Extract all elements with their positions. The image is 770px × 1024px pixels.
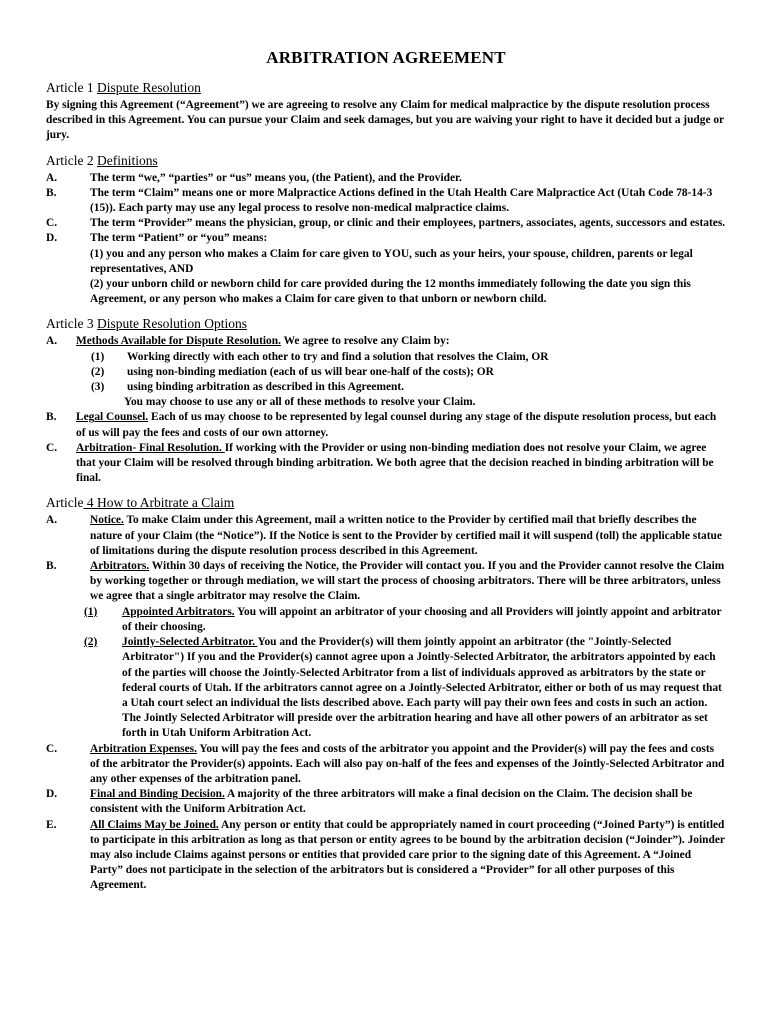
subsection-b2 — [84, 635, 726, 741]
article-1-heading — [46, 80, 726, 96]
document-page — [46, 48, 726, 903]
item-title: Appointed Arbitrators. — [122, 605, 235, 618]
section-c-body — [90, 742, 726, 788]
item-title: Methods Available for Dispute Resolution. — [76, 335, 281, 348]
item-text: Any person or entity that could be appropriately named in court proceeding (“Joined Party”) is entitled to participate in this arbitration as long as that person or entity agrees to be bound by the arbitration decision (“Joinder”). Joinder may also include Claims against persons or entities that provided care prior to the signing date of this Agreement. A “Joined Party” does not participate in the selection of the arbitrators but is considered a “Provider” for all other purposes of this Agreement. — [90, 818, 725, 892]
item-text: If working with the Provider or using non-binding mediation does not resolve your Claim, we agree that your Claim will be resolved through binding arbitration. We both agree that the decision reached in binding arbitration will be final. — [76, 441, 714, 485]
article-1-prefix: Article 1 — [46, 80, 97, 95]
item-title: Legal Counsel. — [76, 411, 149, 424]
subsection-label: (2) — [84, 636, 98, 649]
definition-label: C. — [46, 217, 58, 230]
definition-label: D. — [46, 232, 58, 245]
section-c — [46, 742, 726, 788]
option-a — [46, 334, 726, 349]
option-3 — [91, 380, 726, 395]
article-1 — [46, 80, 726, 144]
option-label: (1) — [91, 350, 105, 363]
item-title: Jointly-Selected Arbitrator. — [122, 636, 258, 649]
definition-d-sub-2: (2) your unborn child or newborn child for care provided during the 12 months immediately following the date you sign this Agreement, or any person who makes a Claim for care given to that unborn or newborn child. — [90, 278, 691, 306]
item-title: Arbitrators. — [90, 560, 150, 573]
item-text: We agree to resolve any Claim by: — [280, 335, 450, 348]
definition-label: A. — [46, 171, 58, 184]
item-label: C. — [46, 441, 58, 454]
item-text: Each of us may choose to be represented by legal counsel during any stage of the dispute resolution process, but each of us will pay the fees and costs of our own attorney. — [76, 411, 717, 439]
article-3-name: Dispute Resolution Options — [96, 316, 247, 332]
article-2 — [46, 153, 726, 308]
section-e — [46, 818, 726, 894]
option-a-body — [76, 334, 726, 349]
section-a-body — [90, 513, 726, 559]
document-title: ARBITRATION AGREEMENT — [266, 48, 506, 67]
article-2-prefix: Article 2 — [46, 152, 97, 168]
definition-c — [46, 216, 726, 231]
article-3-prefix: Article 3 — [46, 316, 97, 332]
item-title: Final and Binding Decision. — [90, 788, 225, 801]
option-b-body — [76, 410, 726, 440]
article-1-text: By signing this Agreement (“Agreement”) we are agreeing to resolve any Claim for medical malpractice by the dispute resolution process described in this Agreement. You can pursue your Claim and seek damages, but you are waiving your right to have it decided but a judge or jury. — [46, 99, 724, 142]
section-d-body — [90, 787, 726, 817]
item-label: E. — [46, 818, 57, 831]
item-text: You will appoint an arbitrator of your choosing and all Providers will jointly appoint and arbitrator of their choosing. — [122, 605, 722, 633]
item-text: Within 30 days of receiving the Notice, the Provider will contact you. If you and the Provider cannot resolve the Claim by working together or through mediation, we will start the process of choosing arbitrators. There will be three arbitrators, unless we agree that a single arbitrator may resolve the Claim. — [90, 560, 725, 603]
option-a-after: You may choose to use any or all of these methods to resolve your Claim. — [124, 396, 476, 409]
subsection-b2-body — [122, 635, 726, 741]
section-a — [46, 513, 726, 559]
article-4-prefix: Article — [46, 495, 84, 511]
definition-label: B. — [46, 186, 57, 199]
option-c — [46, 441, 726, 487]
options-list — [46, 350, 726, 396]
definition-text: The term “Patient” or “you” means: — [90, 232, 268, 245]
option-text: using non-binding mediation (each of us will bear one-half of the costs); OR — [127, 365, 494, 378]
definition-d-body — [90, 231, 726, 307]
item-label: C. — [46, 742, 58, 755]
definition-text: The term “Provider” means the physician, group, or clinic and their employees, partners, associates, agents, successors and estates. — [90, 217, 726, 230]
section-d — [46, 787, 726, 817]
definition-a — [46, 171, 726, 186]
article-3 — [46, 316, 726, 486]
item-label: A. — [46, 335, 58, 348]
item-label: B. — [46, 560, 57, 573]
definition-d-sub-1: (1) you and any person who makes a Claim for care given to YOU, such as your heirs, your spouse, children, parents or legal representatives, AND — [90, 247, 693, 275]
item-text: A majority of the three arbitrators will make a final decision on the Claim. The decision shall be consistent with the Uniform Arbitration Act. — [90, 788, 693, 816]
item-title: Arbitration- Final Resolution. — [76, 441, 225, 454]
option-1 — [91, 350, 726, 365]
section-e-body — [90, 818, 726, 894]
option-text: Working directly with each other to try and find a solution that resolves the Claim, OR — [127, 350, 549, 363]
option-text: using binding arbitration as described in this Agreement. — [127, 381, 404, 394]
definition-d — [46, 231, 726, 307]
article-4 — [46, 495, 726, 893]
section-b — [46, 559, 726, 741]
article-1-name: Dispute Resolution — [96, 80, 201, 95]
option-2 — [91, 365, 726, 380]
item-title: All Claims May be Joined. — [90, 818, 219, 831]
article-4-name: 4 How to Arbitrate a Claim — [83, 495, 235, 511]
option-label: (2) — [91, 365, 105, 378]
item-title: Notice. — [90, 514, 124, 527]
item-title: Arbitration Expenses. — [90, 742, 197, 755]
option-b — [46, 410, 726, 440]
option-label: (3) — [91, 381, 105, 394]
article-4-heading — [46, 495, 726, 511]
subsection-b1-body — [122, 605, 726, 635]
article-2-heading — [46, 153, 726, 169]
subsection-label: (1) — [84, 605, 98, 618]
item-text: You and the Provider(s) will them jointly appoint an arbitrator (the "Jointly-Selected Arbitrator") If you and the Provider(s) cannot agree upon a Jointly-Selected Arbitrator, the arbitrators appointed by each of the parties will choose the Jointly-Selected Arbitrator from a list of individuals approved as arbitrators by the state or federal courts of Utah. If the arbitrators cannot agree on a Jointly-Selected Arbitrator, either or both of us may request that a Utah court select an individual the lists described above. Each party will pay their own fees and costs in such an action. The Jointly Selected Arbitrator will preside over the arbitration hearing and have all other powers of an arbitrator as set forth in Utah Uniform Arbitration Act. — [122, 636, 722, 740]
article-2-name: Definitions — [96, 152, 158, 168]
definition-text: The term “Claim” means one or more Malpractice Actions defined in the Utah Health Care Malpractice Act (Utah Code 78-14-3 (15)). Each party may use any legal process to resolve non-medical malpractice claims. — [90, 186, 713, 215]
article-3-heading — [46, 316, 726, 332]
definition-b — [46, 186, 726, 216]
item-text: To make Claim under this Agreement, mail a written notice to the Provider by certified mail that briefly describes the nature of your Claim (the “Notice”). If the Notice is sent to the Provider by certified mail it will suspend (toll) the applicable statue of limitations during the dispute resolution process described in this Agreement. — [90, 514, 722, 557]
definition-text: The term “we,” “parties” or “us” means you, (the Patient), and the Provider. — [90, 171, 462, 184]
item-label: B. — [46, 411, 57, 424]
option-c-body — [76, 441, 726, 487]
subsection-b1 — [84, 605, 726, 635]
section-b-body — [84, 559, 726, 741]
item-label: D. — [46, 788, 58, 801]
item-label: A. — [46, 514, 58, 527]
item-text: You will pay the fees and costs of the arbitrator you appoint and the Provider(s) will pay the fees and costs of the arbitrator the Provider(s) appoints. Each will also pay on-half of the fees and expenses of the Jointly-Selected Arbitrator and any other expenses of the arbitration panel. — [90, 742, 725, 785]
